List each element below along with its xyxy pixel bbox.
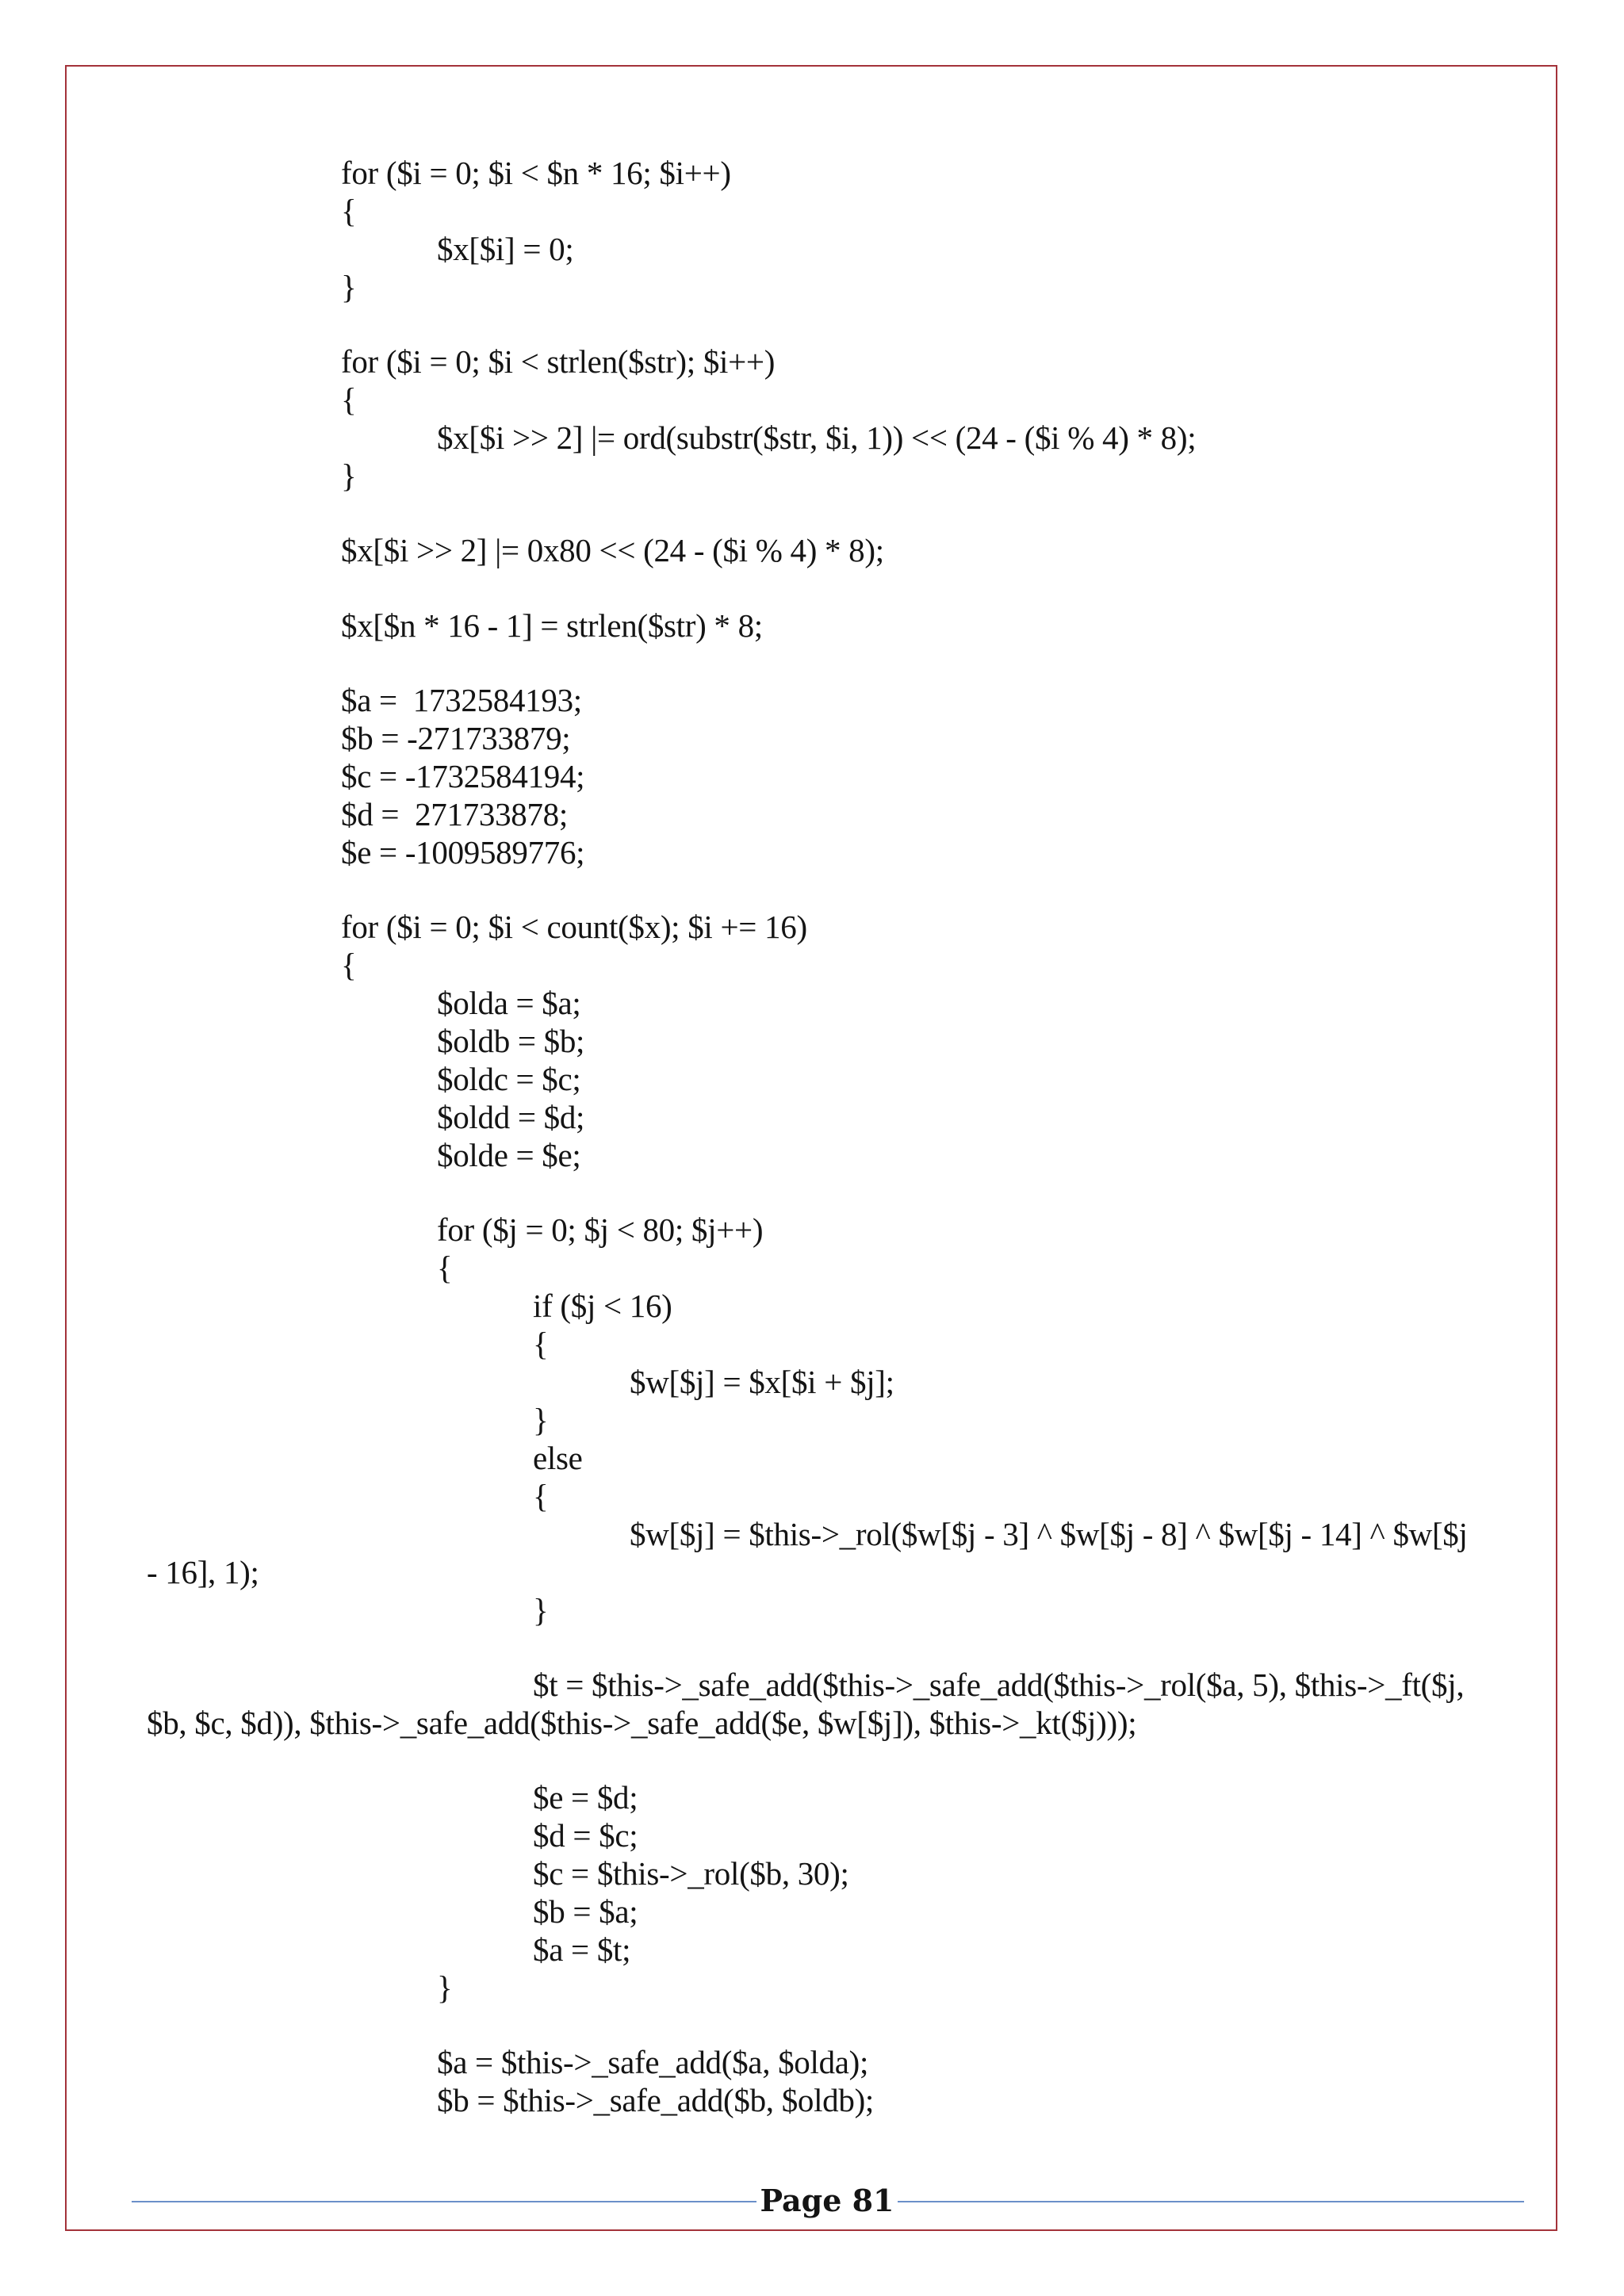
code-line: $b, $c, $d)), $this->_safe_add($this->_safe_add($e, $w[$j]), $this->_kt($j))); (147, 1705, 1137, 1741)
page-number: Page 81 (760, 2183, 894, 2218)
code-line: else (533, 1440, 583, 1476)
code-line: } (341, 269, 357, 305)
code-line: for ($i = 0; $i < count($x); $i += 16) (341, 909, 807, 945)
code-line: $x[$n * 16 - 1] = strlen($str) * 8; (341, 607, 763, 644)
code-line: $a = $this->_safe_add($a, $olda); (437, 2044, 869, 2080)
code-line: $olda = $a; (437, 985, 581, 1021)
footer-rule-left (132, 2201, 756, 2202)
code-line: $t = $this->_safe_add($this->_safe_add($this->_rol($a, 5), $this->_ft($j, (533, 1667, 1465, 1703)
code-line: $e = -1009589776; (341, 834, 585, 871)
code-line: { (437, 1249, 453, 1286)
code-line: if ($j < 16) (533, 1288, 672, 1324)
code-line: $x[$i] = 0; (437, 231, 574, 267)
code-line: $w[$j] = $this->_rol($w[$j - 3] ^ $w[$j - 8] ^ $w[$j - 14] ^ $w[$j (630, 1516, 1468, 1552)
code-line: } (437, 1969, 453, 2006)
code-line: $b = $this->_safe_add($b, $oldb); (437, 2082, 875, 2118)
code-line: for ($i = 0; $i < strlen($str); $i++) (341, 343, 776, 380)
code-line: - 16], 1); (147, 1554, 259, 1590)
code-line: $oldb = $b; (437, 1023, 585, 1059)
code-line: $oldc = $c; (437, 1061, 581, 1097)
code-line: { (533, 1478, 549, 1514)
code-line: $c = -1732584194; (341, 758, 585, 794)
code-line: for ($i = 0; $i < $n * 16; $i++) (341, 155, 731, 191)
code-line: $a = $t; (533, 1931, 631, 1968)
code-line: { (533, 1326, 549, 1362)
code-line: $c = $this->_rol($b, 30); (533, 1855, 849, 1892)
code-line: $b = $a; (533, 1893, 638, 1930)
code-line: $x[$i >> 2] |= 0x80 << (24 - ($i % 4) * 8); (341, 532, 884, 568)
code-line: $w[$j] = $x[$i + $j]; (630, 1364, 894, 1400)
code-line: $b = -271733879; (341, 720, 571, 756)
code-line: { (341, 947, 357, 983)
code-line: $d = $c; (533, 1817, 638, 1854)
code-line: } (533, 1402, 549, 1438)
page-border (65, 65, 1557, 2231)
code-line: { (341, 193, 357, 229)
code-line: $olde = $e; (437, 1137, 581, 1173)
code-line: } (533, 1592, 549, 1628)
code-line: $oldd = $d; (437, 1099, 585, 1135)
code-line: $a = 1732584193; (341, 682, 582, 718)
code-line: $d = 271733878; (341, 796, 568, 832)
code-line: for ($j = 0; $j < 80; $j++) (437, 1211, 764, 1248)
code-line: { (341, 381, 357, 418)
code-line: $x[$i >> 2] |= ord(substr($str, $i, 1)) << (24 - ($i % 4) * 8); (437, 419, 1197, 456)
footer-rule-right (898, 2201, 1524, 2202)
code-line: } (341, 457, 357, 494)
code-line: $e = $d; (533, 1779, 638, 1816)
